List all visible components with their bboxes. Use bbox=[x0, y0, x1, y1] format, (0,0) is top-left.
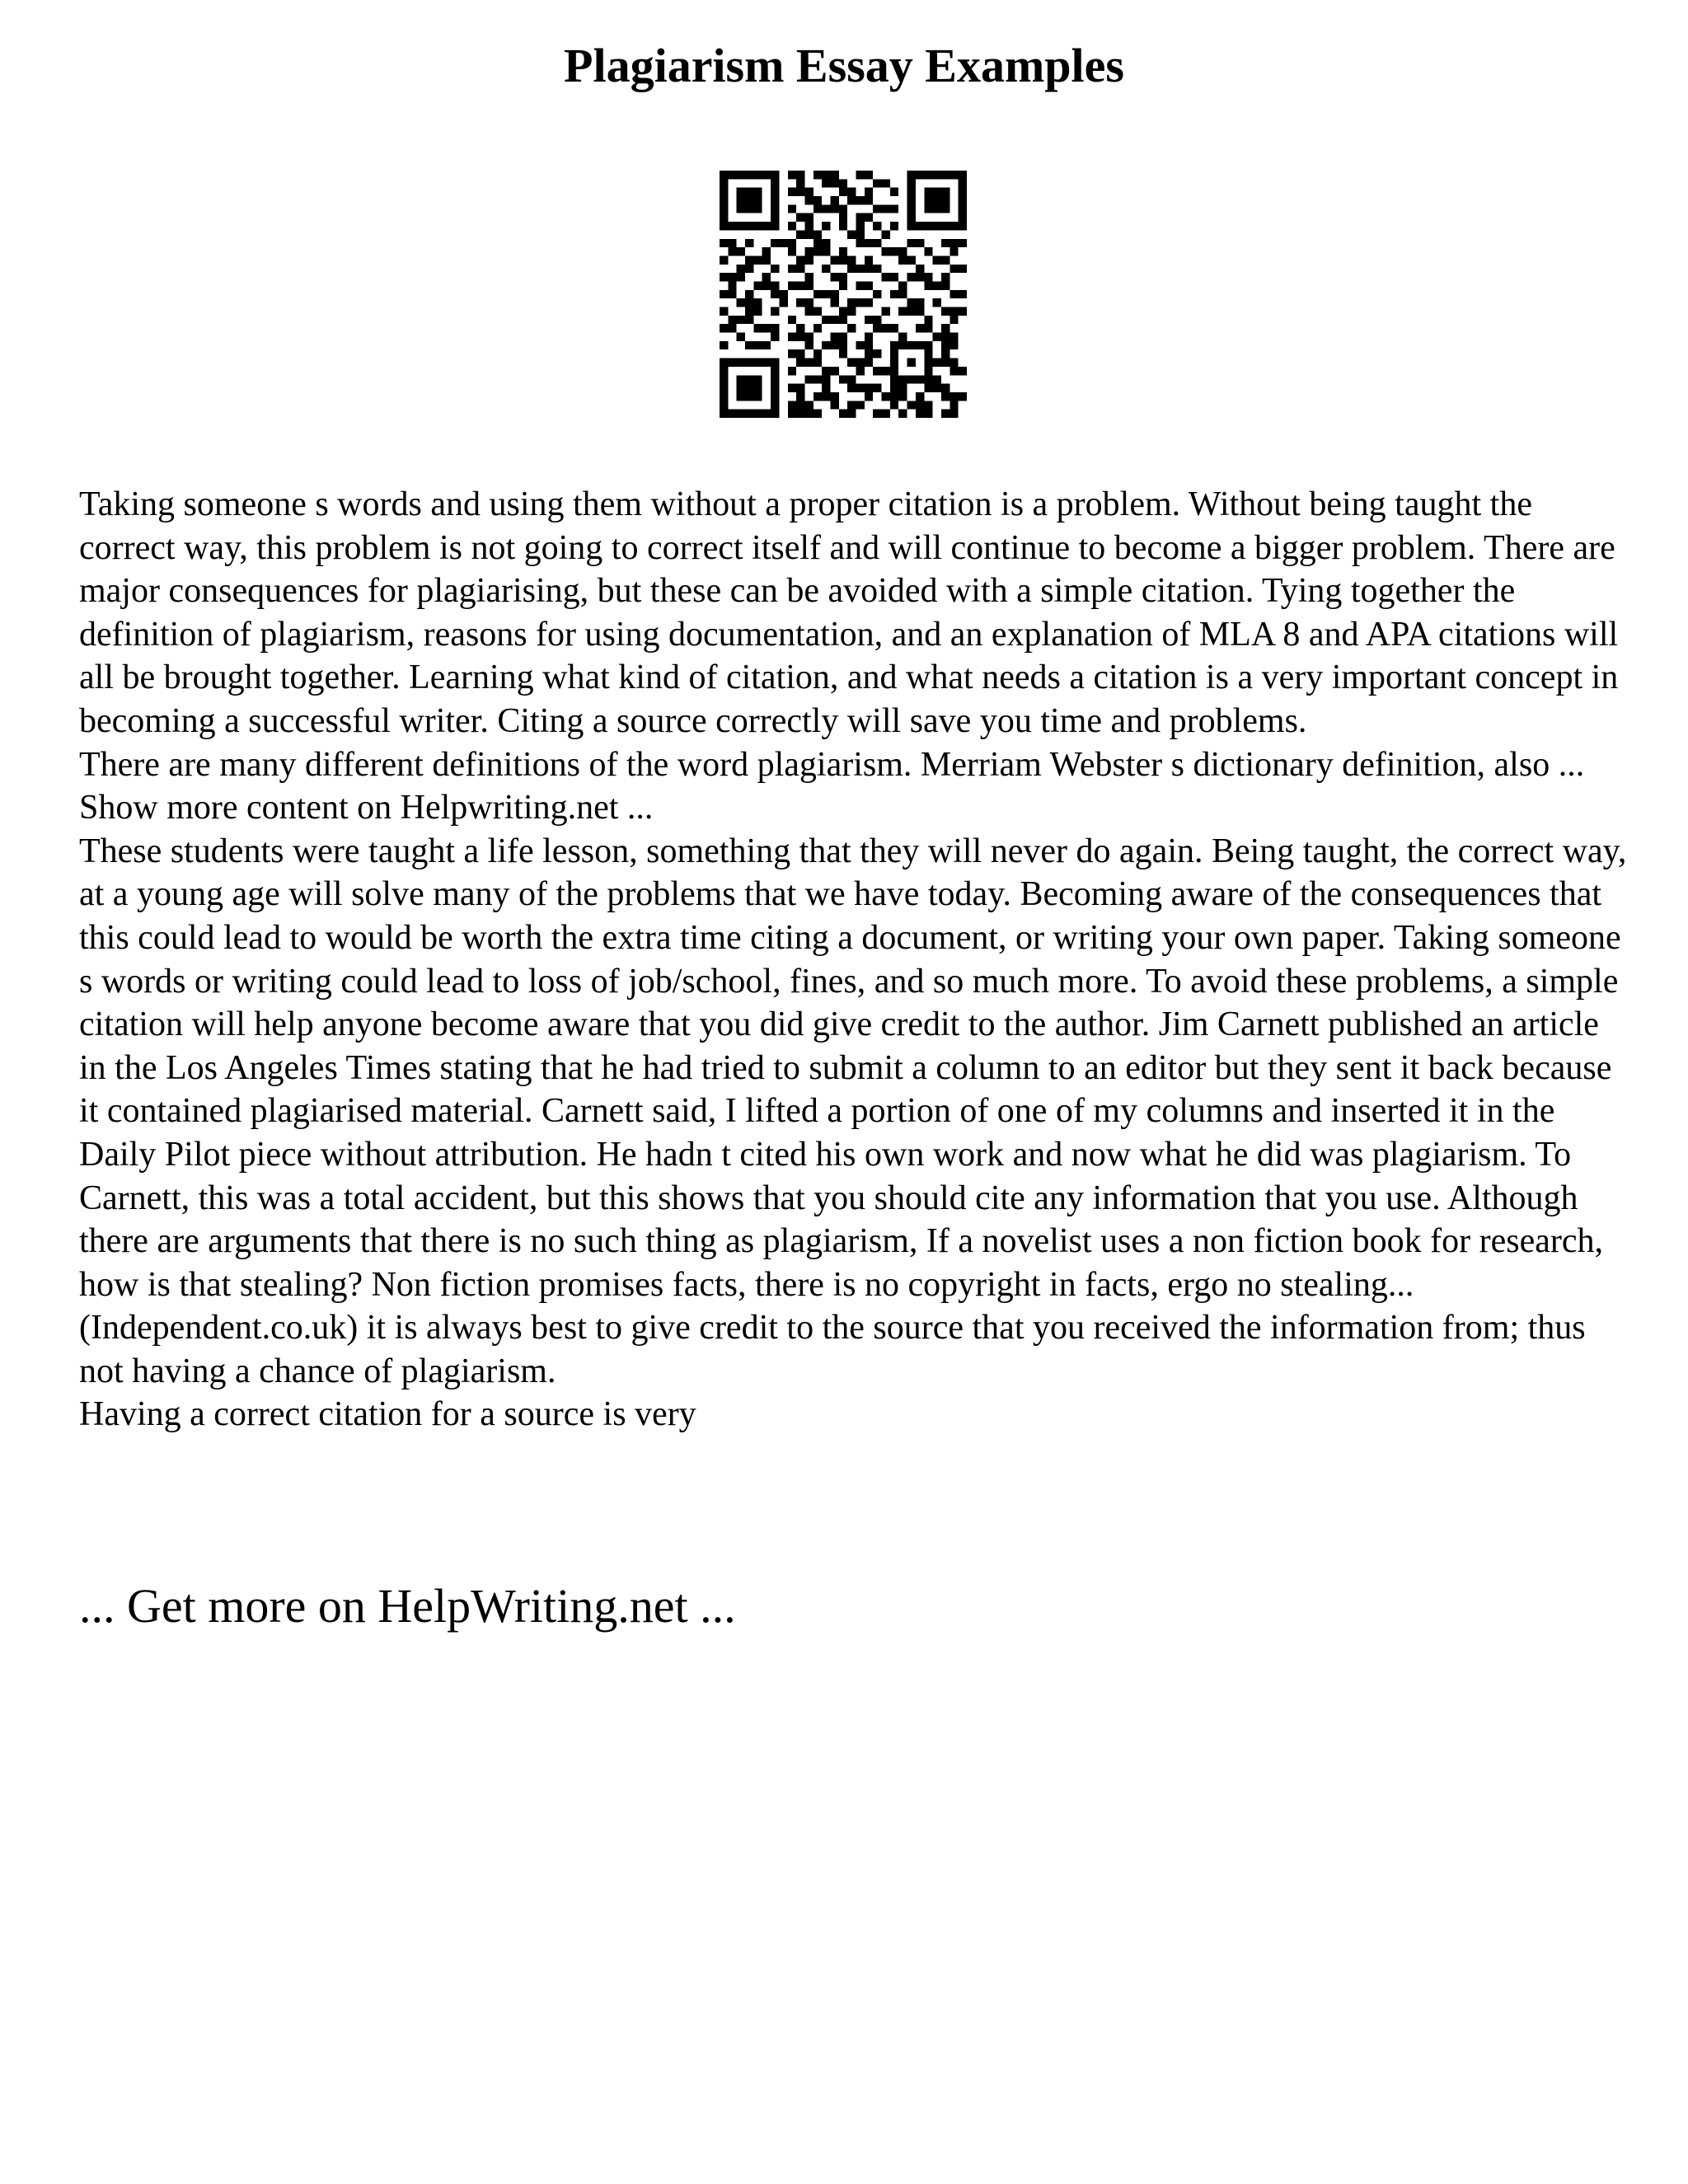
essay-paragraph: Having a correct citation for a source is very bbox=[79, 1395, 696, 1434]
essay-paragraph: These students were taught a life lesson, something that they will never do again. Being taught, the correct way, at a young age will solve many of the problems that we have today. Becoming aware of the consequences that this could lead to would be worth the extra time citing a document, or writing your own paper. Taking someone s words or writing could lead to loss of job/school, fines, and so much more. To avoid these problems, a simple citation will help anyone become aware that you did give credit to the author. Jim Carnett published an article in the Los Angeles Times stating that he had tried to submit a column to an editor but they sent it back because it contained plagiarised material. Carnett said, I lifted a portion of one of my columns and inserted it in the Daily Pilot piece without attribution. He hadn t cited his own work and now what he did was plagiarism. To Carnett, this was a total accident, but this shows that you should cite any information that you use. Although there are arguments that there is no such thing as plagiarism, If a novelist uses a non fiction book for research, how is that stealing? Non fiction promises facts, there is no copyright in facts, ergo no stealing... (Independent.co.uk) it is always best to give credit to the source that you received the information from; thus not having a chance of plagiarism. bbox=[79, 832, 1627, 1390]
qr-code-icon bbox=[720, 171, 967, 418]
essay-paragraph: There are many different definitions of the word plagiarism. Merriam Webster s dictionary definition, also ... Show more content on Helpwriting.net ... bbox=[79, 745, 1585, 827]
essay-body bbox=[79, 483, 1629, 1436]
page-title: Plagiarism Essay Examples bbox=[564, 39, 1124, 92]
get-more-link[interactable]: ... Get more on HelpWriting.net ... bbox=[79, 1579, 736, 1633]
essay-paragraph: Taking someone s words and using them without a proper citation is a problem. Without being taught the correct way, this problem is not going to correct itself and will continue to become a bigger problem. There are major consequences for plagiarising, but these can be avoided with a simple citation. Tying together the definition of plagiarism, reasons for using documentation, and an explanation of MLA 8 and APA citations will all be brought together. Learning what kind of citation, and what needs a citation is a very important concept in becoming a successful writer. Citing a source correctly will save you time and problems. bbox=[79, 485, 1619, 740]
